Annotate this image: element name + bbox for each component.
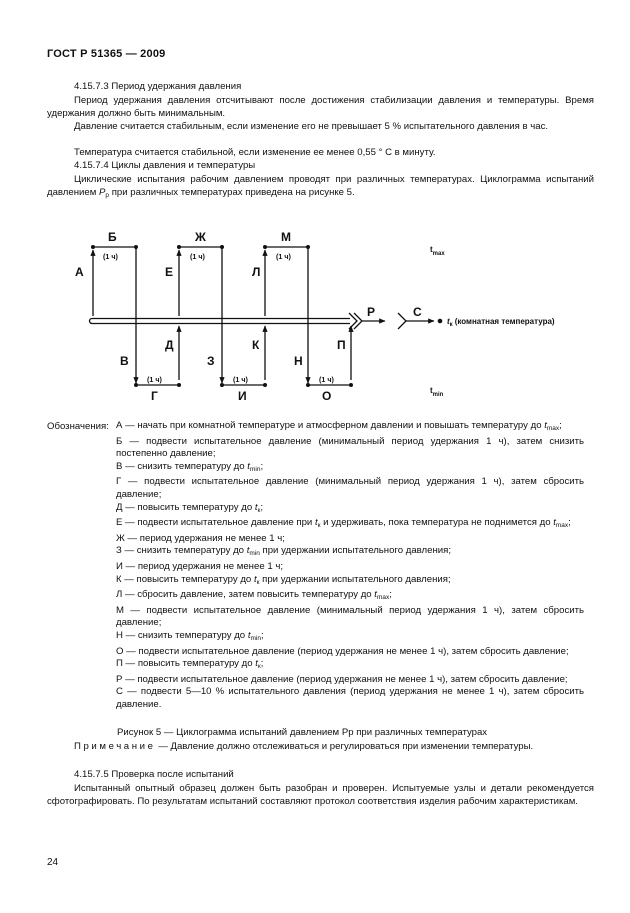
label-n: Н <box>294 354 303 368</box>
tmax-label: $t_{max}$ <box>430 245 445 257</box>
legend-item: Н — снизить температуру до $t_{min}$; <box>116 629 264 642</box>
hour-label-o: (1 ч) <box>319 375 334 384</box>
hour-label-i: (1 ч) <box>233 375 248 384</box>
paragraph-cyclic-tests: Циклические испытания рабочим давлением проводят при различных температурах. Циклограмма испытаний давлением $P_p$ при различных температурах приведена на рисунке 5. <box>47 174 594 199</box>
baseline-start-cap <box>90 319 93 324</box>
label-v: В <box>120 354 129 368</box>
legend-item: В — снизить температуру до $t_{min}$; <box>116 460 264 473</box>
legend-item: Г — подвести испытательное давление (минимальный период удержания 1 ч), затем сбросить давление; <box>116 476 584 500</box>
paragraph-pressure-stable: Давление считается стабильным, если изменение его не превышает 5 % испытательного давления в час. <box>74 121 549 132</box>
legend-item: М — подвести испытательное давление (минимальный период удержания 1 ч), затем сбросить давление; <box>116 604 584 629</box>
label-d: Д <box>165 338 174 352</box>
node-dot <box>306 383 310 387</box>
chevron-r2-icon <box>354 313 362 329</box>
legend-item: С — подвести 5—10 % испытательного давления (период удержания не менее 1 ч), затем сбросить давление. <box>116 686 584 710</box>
legend-item: Д — повысить температуру до $t_к$; <box>116 501 264 514</box>
figure-caption: Рисунок 5 — Циклограмма испытаний давлением Рр при различных температурах <box>117 727 488 738</box>
label-o: О <box>322 389 332 403</box>
label-p: П <box>337 338 346 352</box>
hour-label-zh: (1 ч) <box>190 252 205 261</box>
label-a: А <box>75 265 84 279</box>
hour-label-b: (1 ч) <box>103 252 118 261</box>
node-dot <box>263 245 267 249</box>
label-k: К <box>252 338 260 352</box>
legend-item: Л — сбросить давление, затем повысить температуру до $t_{max}$; <box>116 589 392 602</box>
label-z: З <box>207 354 215 368</box>
label-i: И <box>238 389 247 403</box>
legend-heading: Обозначения: <box>47 421 109 432</box>
paragraph-hold-period: Период удержания давления отсчитывают после достижения стабилизации давления и температуры. Время удержания должно быть минимальным. <box>47 95 594 119</box>
paragraph-temperature-stable: Температура считается стабильной, если изменение ее менее 0,55 ° С в минуту. <box>74 147 436 158</box>
tk-label: $t_к$ (комнатная температура) <box>447 317 555 328</box>
legend-item: А — начать при комнатной температуре и атмосферном давлении и повышать температуру до $t_{max}$; <box>116 420 562 432</box>
note: Примечание — Давление должно отслеживаться и регулироваться при изменении температуры. <box>74 741 534 752</box>
section-heading-4-15-7-3: 4.15.7.3 Период удержания давления <box>74 81 242 92</box>
legend-item: О — подвести испытательное давление (период удержания не менее 1 ч), затем сбросить давление; <box>116 645 569 657</box>
node-dot <box>91 245 95 249</box>
node-dot <box>349 383 353 387</box>
legend-item: Е — подвести испытательное давление при $t_к$ и удерживать, пока температура не поднимется до $t_{max}$; <box>116 517 571 530</box>
legend-item: П — повысить температуру до $t_к$; <box>116 658 264 671</box>
label-b: Б <box>108 230 117 244</box>
node-dot <box>220 383 224 387</box>
node-dot <box>177 245 181 249</box>
legend-item: З — снизить температуру до $t_{min}$ при удержании испытательного давления; <box>116 545 451 558</box>
section-heading-4-15-7-5: 4.15.7.5 Проверка после испытаний <box>74 769 234 780</box>
legend-list <box>116 420 584 711</box>
legend-item: Б — подвести испытательное давление (минимальный период удержания 1 ч), затем снизить постепенно давление; <box>116 435 584 460</box>
node-dot <box>306 245 310 249</box>
paragraph-after-test: Испытанный опытный образец должен быть разобран и проверен. Испытуемые узлы и детали рекомендуется сфотографировать. По результатам испытаний составляют протокол соответствия изделия рабочим характеристикам. <box>47 783 594 807</box>
page-number: 24 <box>47 857 59 868</box>
section-heading-4-15-7-4: 4.15.7.4 Циклы давления и температуры <box>74 160 256 171</box>
legend-item: Ж — период удержания не менее 1 ч; <box>116 532 285 544</box>
node-dot <box>134 245 138 249</box>
node-dot <box>220 245 224 249</box>
tmin-label: $t_{min}$ <box>430 386 444 398</box>
node-dot <box>134 383 138 387</box>
label-l: Л <box>252 265 261 279</box>
chevron-s-icon <box>398 313 406 329</box>
document-header: ГОСТ Р 51365 — 2009 <box>47 48 166 60</box>
label-zh: Ж <box>195 230 206 244</box>
hour-label-g: (1 ч) <box>147 375 162 384</box>
label-m: М <box>281 230 291 244</box>
node-dot <box>263 383 267 387</box>
node-dot <box>177 383 181 387</box>
label-r: Р <box>367 305 376 319</box>
label-s: С <box>413 305 422 319</box>
label-g: Г <box>151 389 158 403</box>
end-dot <box>438 319 443 324</box>
hour-label-m: (1 ч) <box>276 252 291 261</box>
legend-item: Р — подвести испытательное давление (период удержания не менее 1 ч), затем сбросить давление; <box>116 673 568 685</box>
label-e: Е <box>165 265 174 279</box>
legend-item: К — повысить температуру до $t_к$ при удержании испытательного давления; <box>116 573 451 586</box>
legend-item: И — период удержания не менее 1 ч; <box>116 560 283 572</box>
